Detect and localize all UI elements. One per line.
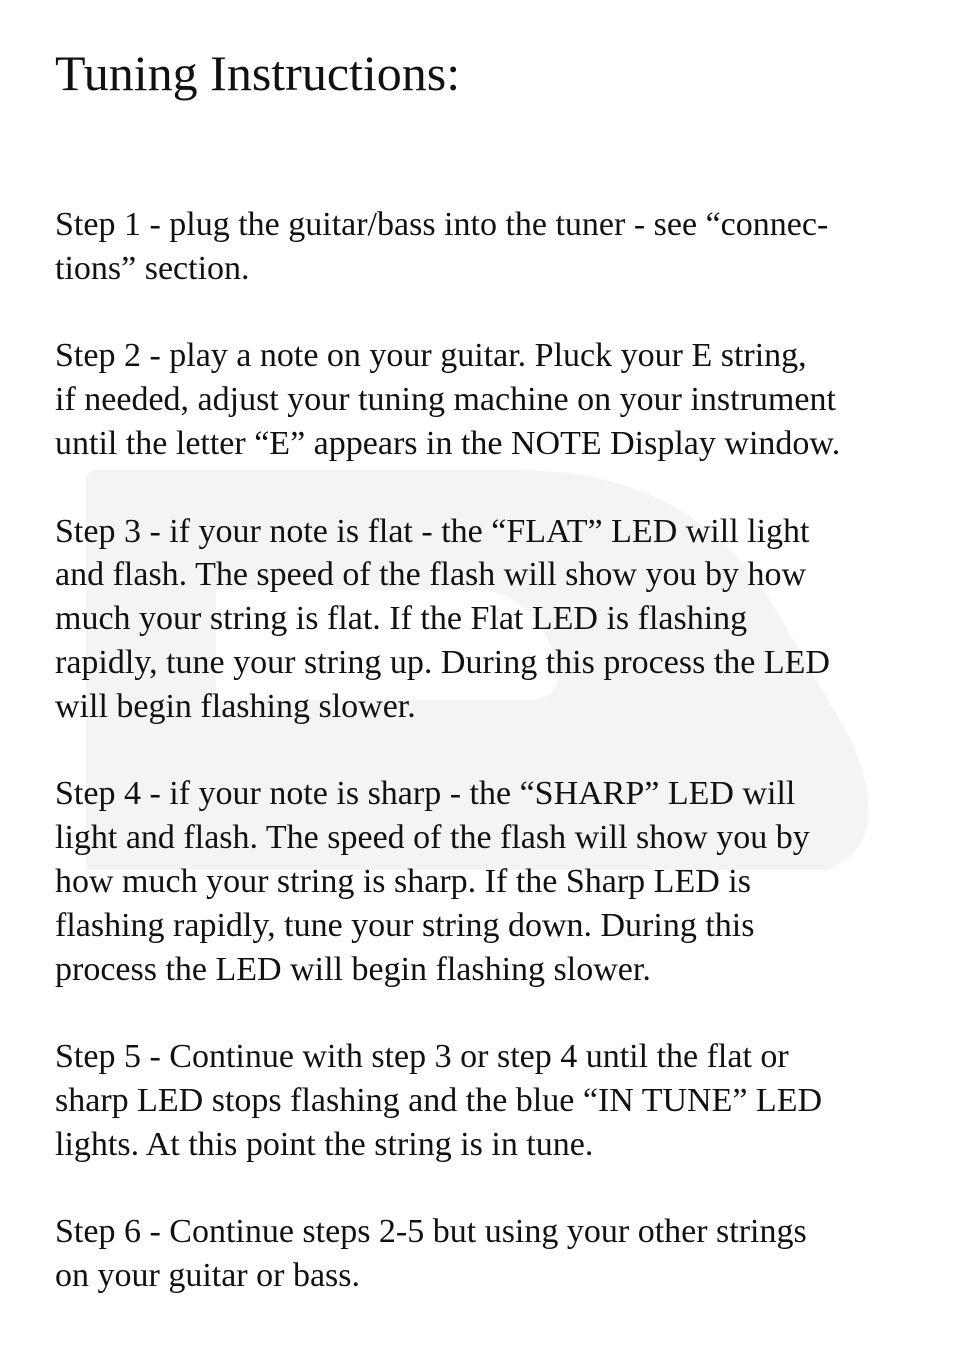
step-2-paragraph [55, 334, 915, 465]
step-line: how much your string is sharp. If the Sharp LED is [55, 862, 751, 900]
step-line: sharp LED stops flashing and the blue “IN TUNE” LED [55, 1081, 823, 1119]
step-line: if needed, adjust your tuning machine on your instrument [55, 381, 836, 419]
step-line: Step 4 - if your note is sharp - the “SHARP” LED will [55, 775, 796, 813]
step-line: until the letter “E” appears in the NOTE Display window. [55, 424, 841, 462]
step-line: will begin flashing slower. [55, 687, 416, 725]
step-line: lights. At this point the string is in tune. [55, 1125, 594, 1163]
step-line: flashing rapidly, tune your string down. During this [55, 906, 755, 944]
step-line: much your string is flat. If the Flat LED is flashing [55, 600, 748, 638]
step-5-paragraph [55, 1035, 915, 1166]
steps-list [55, 203, 915, 1342]
step-line: tions” section. [55, 249, 250, 287]
step-line: Step 6 - Continue steps 2-5 but using your other strings [55, 1213, 807, 1251]
step-4-paragraph [55, 772, 915, 991]
step-line: on your guitar or bass. [55, 1257, 361, 1295]
step-1-paragraph [55, 203, 915, 291]
step-line: Step 1 - plug the guitar/bass into the tuner - see “connec- [55, 206, 829, 243]
step-line: rapidly, tune your string up. During this process the LED [55, 643, 830, 681]
step-line: light and flash. The speed of the flash will show you by [55, 819, 810, 857]
step-3-paragraph [55, 510, 915, 729]
step-line: process the LED will begin flashing slower. [55, 950, 651, 988]
page-title: Tuning Instructions: [55, 45, 461, 101]
step-line: Step 5 - Continue with step 3 or step 4 until the flat or [55, 1038, 789, 1076]
step-line: and flash. The speed of the flash will show you by how [55, 556, 807, 594]
step-6-paragraph [55, 1210, 915, 1298]
step-line: Step 2 - play a note on your guitar. Pluck your E string, [55, 337, 807, 375]
step-line: Step 3 - if your note is flat - the “FLAT” LED will light [55, 512, 810, 550]
